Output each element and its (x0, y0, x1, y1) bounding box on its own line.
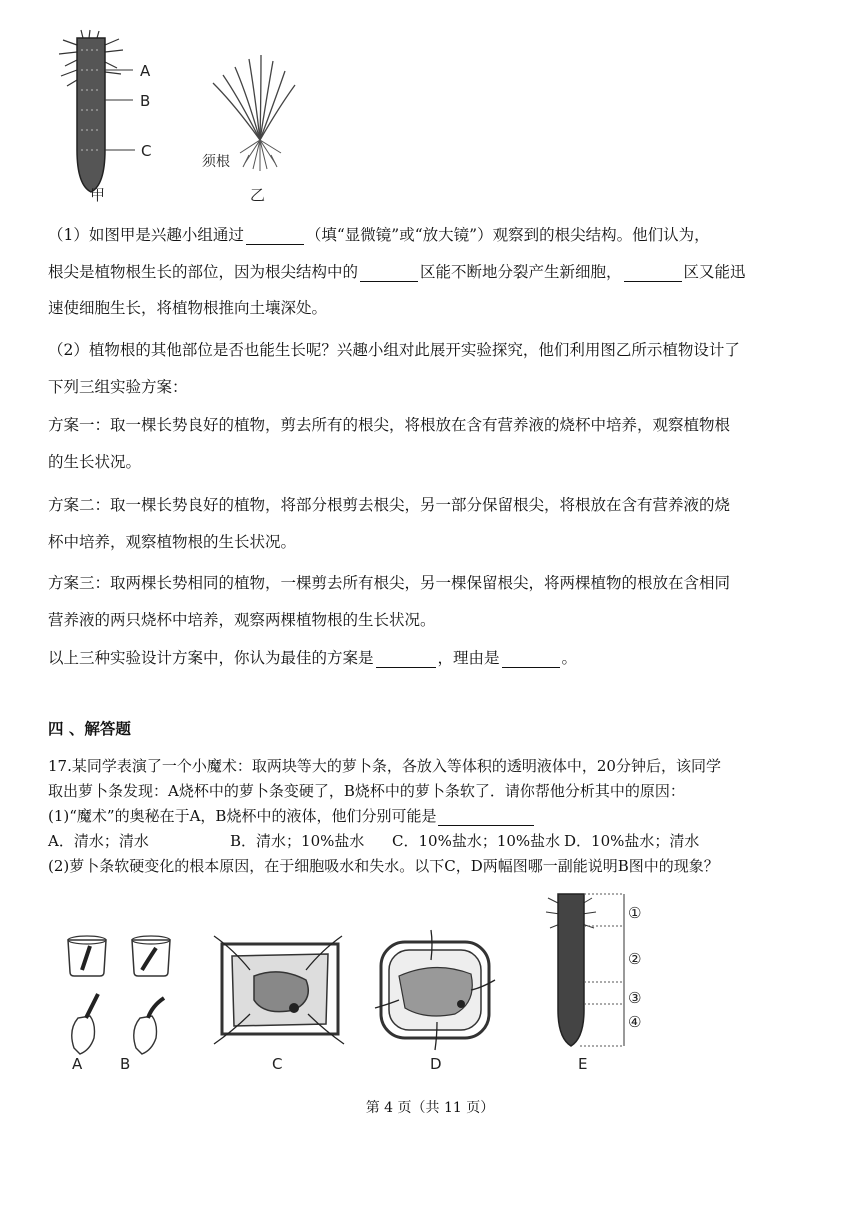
zone-2: ② (628, 950, 642, 968)
answer-blank[interactable] (360, 280, 418, 282)
q17-line5: (2)萝卜条软硬变化的根本原因，在于细胞吸水和失水。以下C，D两幅图哪一副能说明B图中的现象？ (48, 857, 719, 875)
q17-line1: 17.某同学表演了一个小魔术：取两块等大的萝卜条，各放入等体积的透明液体中，20分钟后，该同学 (48, 757, 721, 775)
conclusion-line: 以上三种实验设计方案中，你认为最佳的方案是 ，理由是 。 (48, 649, 578, 667)
root-tip-diagram-jia (55, 30, 175, 200)
zone-4: ④ (628, 1013, 642, 1031)
section-heading: 四 、解答题 (48, 720, 131, 738)
beaker-diagram-ab (60, 920, 190, 1070)
page-footer: 第 4 页（共 11 页） (365, 1100, 495, 1116)
q16-p2-line2: 下列三组实验方案： (48, 378, 188, 396)
plan1-line2: 的生长状况。 (48, 453, 142, 471)
option-c[interactable]: C．10%盐水；10%盐水 (392, 832, 561, 850)
caption-jia: 甲 (90, 186, 106, 204)
q17-line2: 取出萝卜条发现：A烧杯中的萝卜条变硬了，B烧杯中的萝卜条软了．请你帮他分析其中的原因： (48, 782, 685, 800)
label-a: A (140, 62, 151, 80)
q16-p1-line1: （1）如图甲是兴趣小组通过 （填“显微镜”或“放大镜”）观察到的根尖结构。他们认为， (48, 226, 710, 244)
zone-3: ③ (628, 989, 642, 1007)
answer-blank[interactable] (438, 824, 534, 826)
label-fibrous-root: 须根 (202, 154, 230, 170)
label-fig-a: A (72, 1055, 83, 1073)
plant-cell-absorbing-water (375, 930, 495, 1050)
plan1-line1: 方案一：取一棵长势良好的植物，剪去所有的根尖，将根放在含有营养液的烧杯中培养，观察植物根 (48, 416, 731, 434)
label-fig-c: C (272, 1055, 283, 1073)
plan3-line1: 方案三：取两棵长势相同的植物，一棵剪去所有根尖，另一棵保留根尖，将两棵植物的根放在含相同 (48, 574, 731, 592)
plan3-line2: 营养液的两只烧杯中培养，观察两棵植物根的生长状况。 (48, 611, 436, 629)
label-b: B (140, 92, 151, 110)
answer-blank[interactable] (502, 666, 560, 668)
label-fig-d: D (430, 1055, 442, 1073)
answer-blank[interactable] (246, 243, 304, 245)
label-fig-b: B (120, 1055, 131, 1073)
answer-blank[interactable] (376, 666, 436, 668)
plant-cell-losing-water (210, 930, 350, 1050)
answer-blank[interactable] (624, 280, 682, 282)
q16-p1-line3: 速使细胞生长，将植物根推向土壤深处。 (48, 299, 328, 317)
option-b[interactable]: B．清水；10%盐水 (230, 832, 365, 850)
option-a[interactable]: A．清水；清水 (48, 832, 149, 850)
option-d[interactable]: D．10%盐水；清水 (564, 832, 700, 850)
q16-p2-line1: （2）植物根的其他部位是否也能生长呢？兴趣小组对此展开实验探究，他们利用图乙所示植物设计了 (48, 341, 740, 359)
caption-yi: 乙 (250, 186, 266, 204)
label-c: C (141, 142, 152, 160)
q16-p1-line2: 根尖是植物根生长的部位，因为根尖结构中的 区能不断地分裂产生新细胞， 区又能迅 (48, 263, 746, 281)
plan2-line1: 方案二：取一棵长势良好的植物，将部分根剪去根尖，另一部分保留根尖，将根放在含有营养液的烧 (48, 496, 731, 514)
plan2-line2: 杯中培养，观察植物根的生长状况。 (48, 533, 297, 551)
q17-line3: (1)“魔术”的奥秘在于A，B烧杯中的液体，他们分别可能是 (48, 806, 536, 826)
zone-1: ① (628, 904, 642, 922)
label-fig-e: E (578, 1055, 588, 1073)
